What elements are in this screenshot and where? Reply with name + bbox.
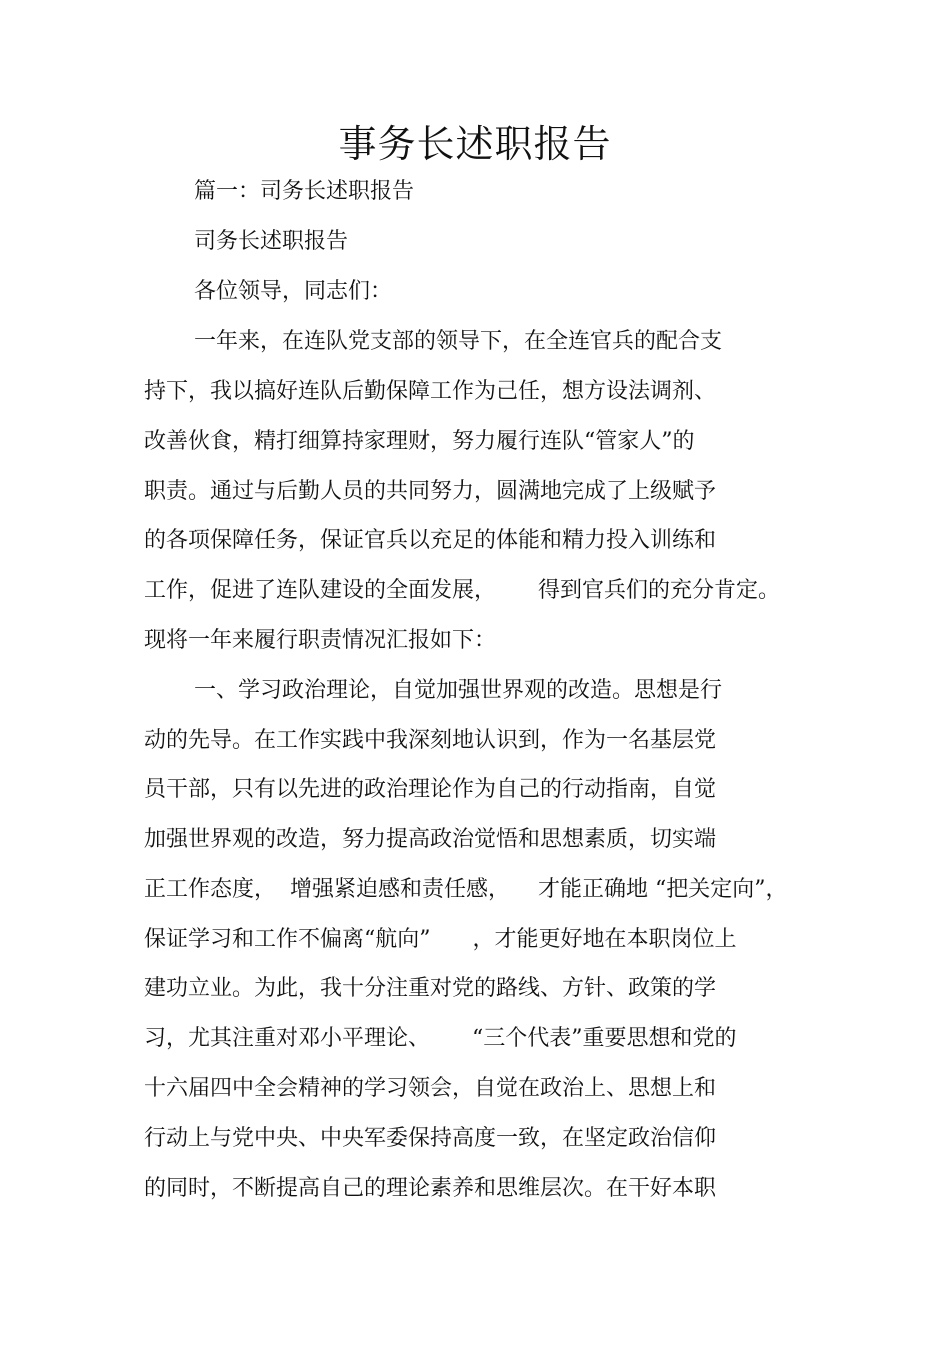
text-line: 司务长述职报告 <box>194 229 349 254</box>
text-line: 建功立业。为此，我十分注重对党的路线、方针、政策的学 <box>144 976 717 1001</box>
text-line: 员干部，只有以先进的政治理论作为自己的行动指南，自觉 <box>144 777 717 802</box>
text-line: 改善伙食，精打细算持家理财，努力履行连队“管家人”的 <box>144 429 695 454</box>
text-line: 习，尤其注重对邓小平理论、 “三个代表”重要思想和党的 <box>144 1026 737 1051</box>
text-line: 十六届四中全会精神的学习领会，自觉在政治上、思想上和 <box>144 1076 717 1101</box>
text-line: 动的先导。在工作实践中我深刻地认识到，作为一名基层党 <box>144 728 717 753</box>
text-line: 的各项保障任务，保证官兵以充足的体能和精力投入训练和 <box>144 528 717 553</box>
text-line: 工作，促进了连队建设的全面发展， 得到官兵们的充分肯定。 <box>144 578 780 603</box>
text-line: 各位领导，同志们： <box>194 279 393 304</box>
text-line: 一年来，在连队党支部的领导下，在全连官兵的配合支 <box>194 329 723 354</box>
text-line: 持下，我以搞好连队后勤保障工作为己任，想方设法调剂、 <box>144 379 717 404</box>
text-line: 加强世界观的改造，努力提高政治觉悟和思想素质，切实端 <box>144 827 717 852</box>
text-line: 一、学习政治理论，自觉加强世界观的改造。思想是行 <box>194 678 723 703</box>
text-line: 行动上与党中央、中央军委保持高度一致，在坚定政治信仰 <box>144 1126 717 1151</box>
document-title: 事务长述职报告 <box>338 122 612 166</box>
text-line: 保证学习和工作不偏离“航向” ，才能更好地在本职岗位上 <box>144 927 737 952</box>
text-line: 的同时，不断提高自己的理论素养和思维层次。在干好本职 <box>144 1176 717 1201</box>
text-line: 篇一：司务长述职报告 <box>194 179 415 204</box>
text-line: 职责。通过与后勤人员的共同努力，圆满地完成了上级赋予 <box>144 479 717 504</box>
text-line: 正工作态度， 增强紧迫感和责任感， 才能正确地 “把关定向”， <box>144 877 788 902</box>
text-line: 现将一年来履行职责情况汇报如下： <box>144 628 497 653</box>
